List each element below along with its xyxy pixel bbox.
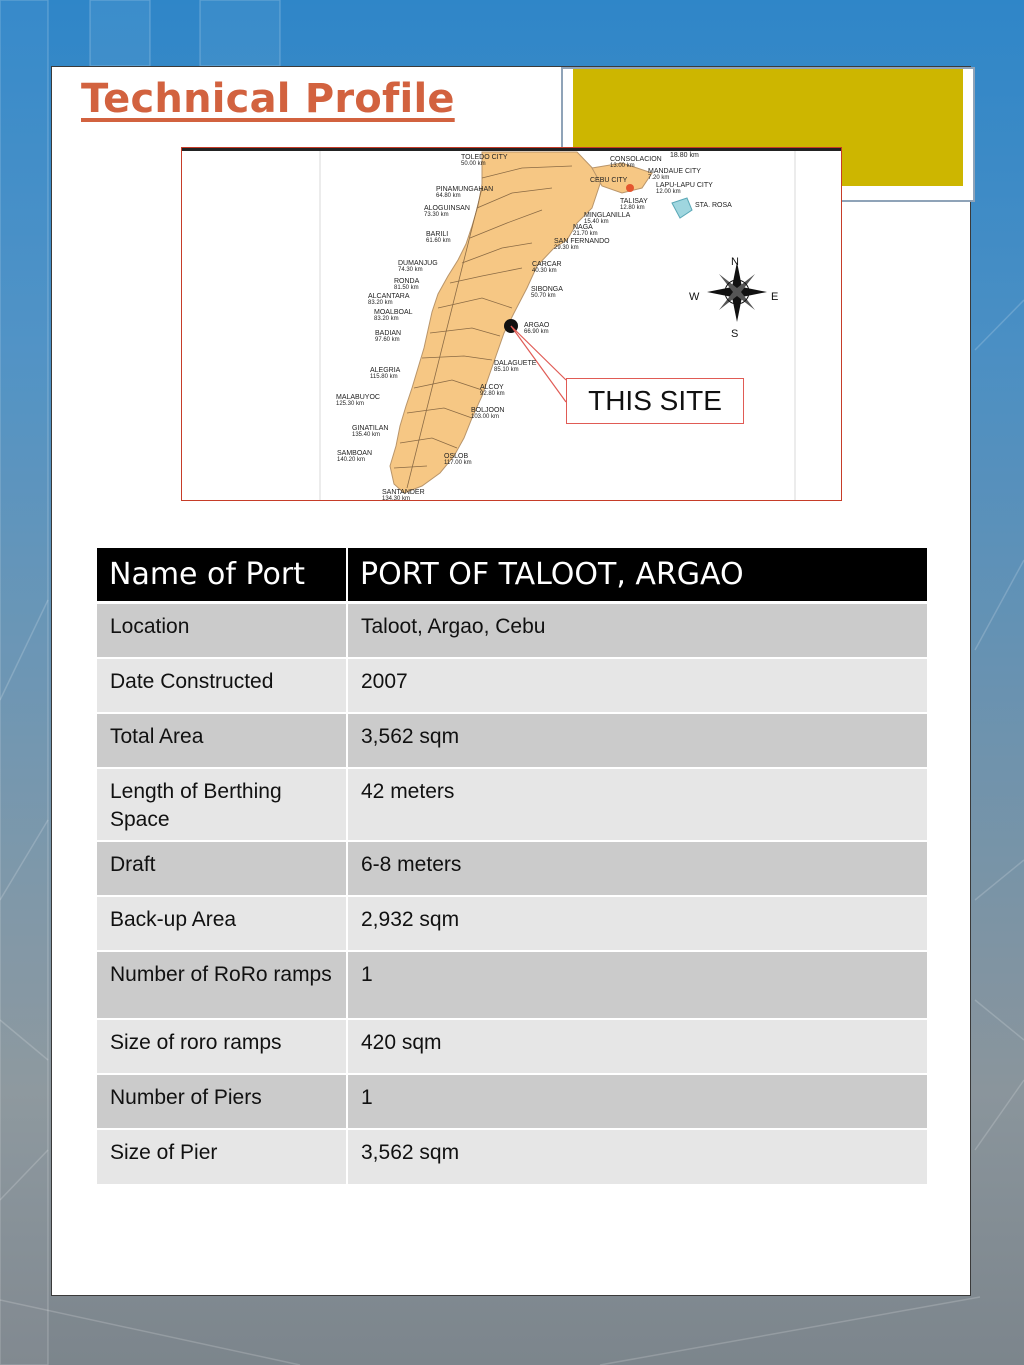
place-label: ARGAO 66.90 km bbox=[524, 322, 550, 335]
row-value: 420 sqm bbox=[347, 1019, 927, 1074]
place-label: BOLJOON 103.00 km bbox=[471, 407, 505, 420]
header-cell-label: Name of Port bbox=[97, 548, 347, 603]
compass-east: E bbox=[771, 291, 779, 303]
place-label: PINAMUNGAHAN 64.80 km bbox=[436, 186, 494, 199]
header-cell-value: PORT OF TALOOT, ARGAO bbox=[347, 548, 927, 603]
place-label: MANDAUE CITY 7.20 km bbox=[648, 168, 701, 181]
place-label: MALABUYOC 125.30 km bbox=[336, 394, 380, 407]
place-label: CEBU CITY bbox=[590, 177, 628, 184]
row-value: 3,562 sqm bbox=[347, 1129, 927, 1184]
place-label: BADIAN 97.60 km bbox=[375, 330, 402, 343]
table-row bbox=[97, 841, 927, 896]
row-label: Draft bbox=[97, 841, 347, 896]
place-label: SAMBOAN 140.20 km bbox=[337, 450, 373, 463]
table-row bbox=[97, 1019, 927, 1074]
page-title: Technical Profile bbox=[81, 76, 455, 122]
row-label: Number of Piers bbox=[97, 1074, 347, 1129]
row-label: Total Area bbox=[97, 713, 347, 768]
row-value: 2,932 sqm bbox=[347, 896, 927, 951]
place-label: RONDA 81.50 km bbox=[394, 278, 420, 291]
row-label: Number of RoRo ramps bbox=[97, 951, 347, 1019]
place-label: GINATILAN 135.40 km bbox=[352, 425, 389, 438]
place-label: TALISAY 12.80 km bbox=[620, 198, 648, 211]
table-row bbox=[97, 768, 927, 841]
place-label: ALOGUINSAN 73.30 km bbox=[424, 205, 470, 218]
place-label: MOALBOAL 83.20 km bbox=[374, 309, 413, 322]
place-label: ALCOY 92.80 km bbox=[480, 384, 505, 397]
place-label: LAPU-LAPU CITY 12.00 km bbox=[656, 182, 713, 195]
place-label: ALCANTARA 83.20 km bbox=[368, 293, 410, 306]
row-value: 2007 bbox=[347, 658, 927, 713]
row-label: Date Constructed bbox=[97, 658, 347, 713]
place-label: BARILI 61.60 km bbox=[426, 231, 451, 244]
compass-west: W bbox=[689, 291, 700, 303]
table-row bbox=[97, 951, 927, 1019]
row-value: 1 bbox=[347, 1074, 927, 1129]
place-label: OSLOB 117.00 km bbox=[444, 453, 472, 466]
row-value: 6-8 meters bbox=[347, 841, 927, 896]
compass-rose bbox=[707, 262, 767, 322]
map-drawing bbox=[182, 148, 842, 501]
compass-north: N bbox=[731, 256, 739, 268]
row-label: Length of Berthing Space bbox=[97, 768, 347, 841]
row-value: 42 meters bbox=[347, 768, 927, 841]
place-label: ALEGRIA 115.80 km bbox=[370, 367, 401, 380]
place-label: STA. ROSA bbox=[695, 202, 732, 209]
table-row bbox=[97, 896, 927, 951]
table-row bbox=[97, 1074, 927, 1129]
table-row bbox=[97, 658, 927, 713]
place-label: TOLEDO CITY 50.00 km bbox=[461, 154, 508, 167]
table-row bbox=[97, 713, 927, 768]
location-map bbox=[181, 147, 842, 501]
row-label: Size of Pier bbox=[97, 1129, 347, 1184]
row-label: Back-up Area bbox=[97, 896, 347, 951]
table-header-row bbox=[97, 548, 927, 603]
place-label: CONSOLACION 13.00 km bbox=[610, 156, 662, 169]
place-label: DALAGUETE 85.10 km bbox=[494, 360, 537, 373]
table-row bbox=[97, 603, 927, 658]
place-label: MINGLANILLA 15.40 km bbox=[584, 212, 631, 225]
row-value: Taloot, Argao, Cebu bbox=[347, 603, 927, 658]
place-label: NAGA 21.70 km bbox=[573, 224, 598, 237]
place-label: DUMANJUG 74.30 km bbox=[398, 260, 438, 273]
row-label: Location bbox=[97, 603, 347, 658]
table-row bbox=[97, 1129, 927, 1184]
row-label: Size of roro ramps bbox=[97, 1019, 347, 1074]
place-label: SIBONGA 50.70 km bbox=[531, 286, 563, 299]
place-label: SAN FERNANDO 29.30 km bbox=[554, 238, 610, 251]
place-label: CARCAR 40.30 km bbox=[532, 261, 562, 274]
place-label: SANTANDER 134.30 km bbox=[382, 489, 425, 501]
row-value: 3,562 sqm bbox=[347, 713, 927, 768]
place-label: 18.80 km bbox=[670, 152, 699, 159]
cebu-island-shape bbox=[390, 152, 602, 493]
technical-profile-table bbox=[97, 548, 927, 1184]
row-value: 1 bbox=[347, 951, 927, 1019]
this-site-callout: THIS SITE bbox=[566, 378, 744, 424]
compass-south: S bbox=[731, 328, 739, 340]
